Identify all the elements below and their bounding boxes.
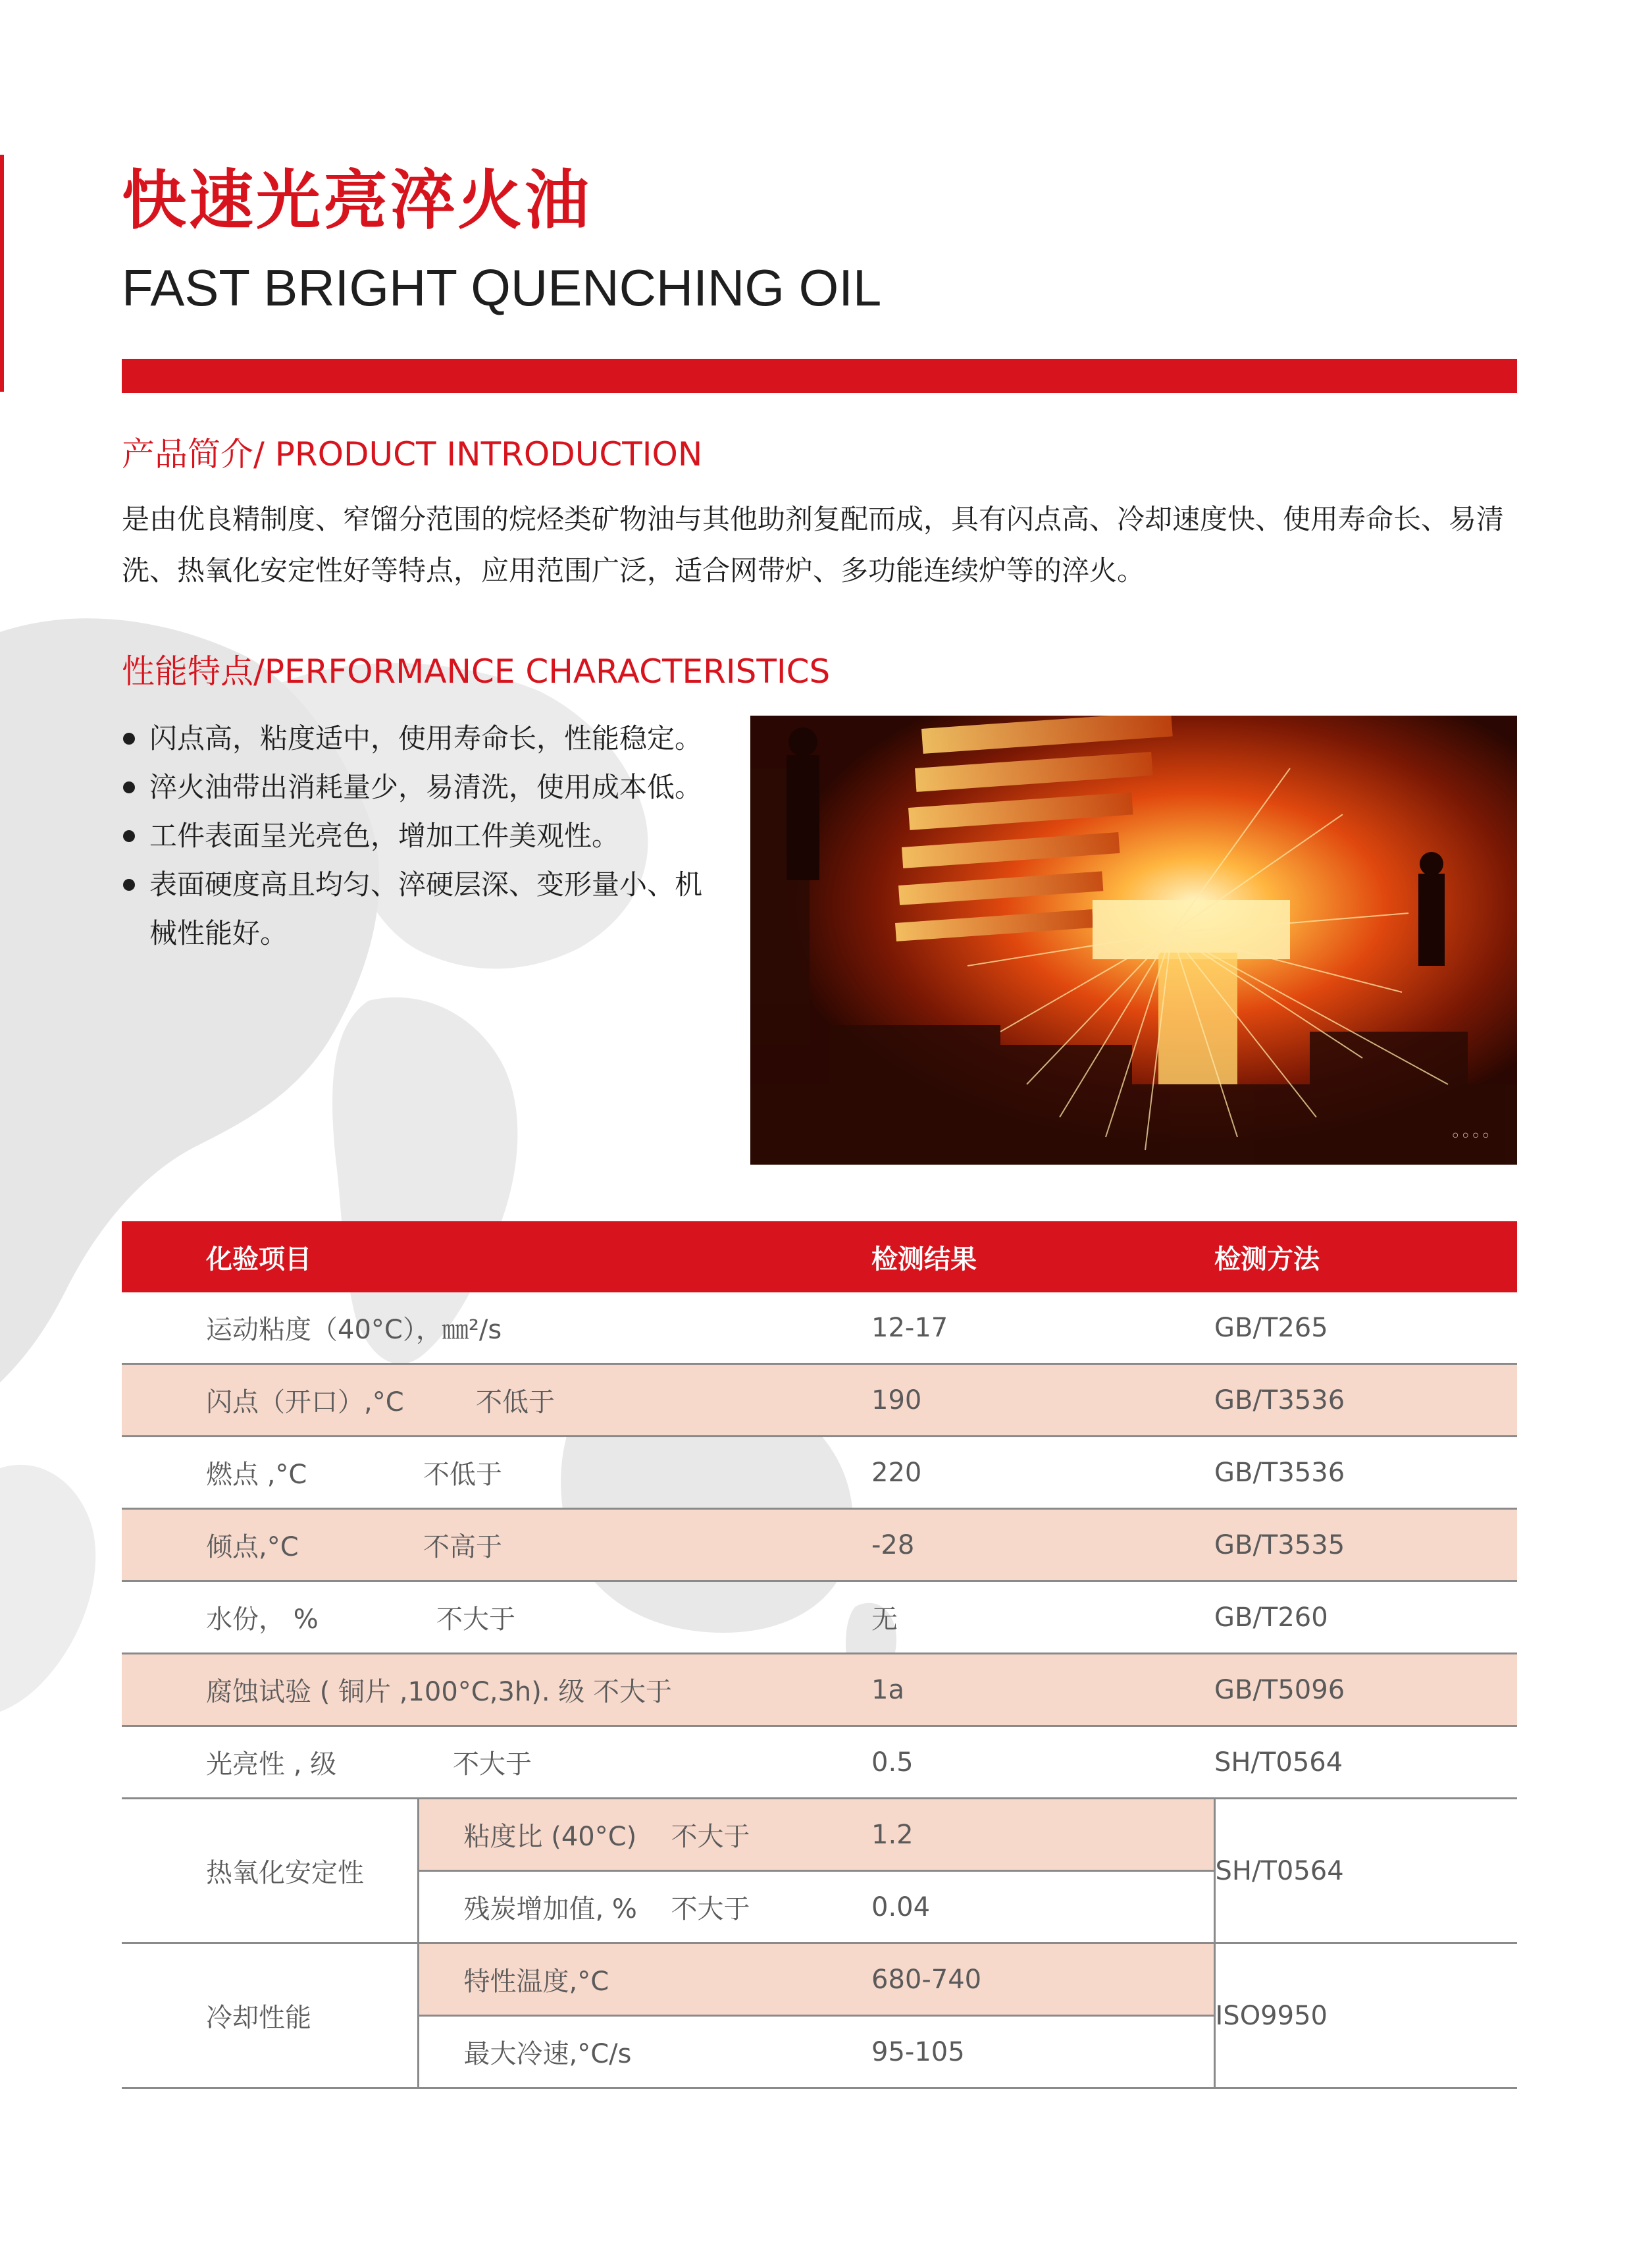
row-result: 无 — [871, 1581, 1214, 1654]
table-row — [122, 1509, 1517, 1581]
row-result: 0.5 — [871, 1726, 1214, 1799]
feature-item: 工件表面呈光亮色，增加工件美观性。 — [122, 812, 714, 860]
feature-item: 表面硬度高且均匀、淬硬层深、变形量小、机械性能好。 — [122, 860, 714, 958]
feature-item: 闪点高，粘度适中，使用寿命长，性能稳定。 — [122, 714, 714, 763]
row-method: GB/T3535 — [1214, 1509, 1517, 1581]
performance-heading: 性能特点/PERFORMANCE CHARACTERISTICS — [122, 652, 831, 691]
intro-line: 洗、热氧化安定性好等特点，应用范围广泛，适合网带炉、多功能连续炉等的淬火。 — [122, 554, 1145, 587]
intro-paragraph — [122, 494, 1524, 596]
sub-item: 特性温度,°C — [418, 1943, 871, 2016]
group-method: ISO9950 — [1214, 1943, 1517, 2088]
row-method: GB/T5096 — [1214, 1654, 1517, 1726]
feature-item: 淬火油带出消耗量少，易清洗，使用成本低。 — [122, 763, 714, 812]
sub-item: 粘度比 (40°C) 不大于 — [418, 1799, 871, 1871]
intro-line: 是由优良精制度、窄馏分范围的烷烃类矿物油与其他助剂复配而成，具有闪点高、冷却速度快、使用寿命长、易清 — [122, 503, 1505, 535]
header-method: 检测方法 — [1214, 1221, 1517, 1292]
photo-watermark-logo: ◦◦◦◦ — [1450, 1126, 1491, 1146]
group-item: 冷却性能 — [122, 1943, 418, 2088]
row-item: 倾点,°C 不高于 — [122, 1509, 871, 1581]
header-item: 化验项目 — [122, 1221, 871, 1292]
row-method: GB/T3536 — [1214, 1437, 1517, 1509]
table-row — [122, 1654, 1517, 1726]
page-title-en: FAST BRIGHT QUENCHING OIL — [122, 259, 882, 317]
group-item: 热氧化安定性 — [122, 1799, 418, 1943]
table-header-row — [122, 1221, 1517, 1292]
row-item: 腐蚀试验 ( 铜片 ,100°C,3h). 级 不大于 — [122, 1654, 871, 1726]
row-result: 1a — [871, 1654, 1214, 1726]
row-method: GB/T265 — [1214, 1292, 1517, 1364]
sub-result: 95-105 — [871, 2016, 1214, 2088]
row-result: -28 — [871, 1509, 1214, 1581]
row-item: 燃点 ,°C 不低于 — [122, 1437, 871, 1509]
row-result: 220 — [871, 1437, 1214, 1509]
feature-list — [122, 714, 714, 958]
row-result: 12-17 — [871, 1292, 1214, 1364]
left-edge-accent-line — [0, 155, 4, 392]
table-row — [122, 1581, 1517, 1654]
table-row — [122, 1726, 1517, 1799]
intro-heading: 产品简介/ PRODUCT INTRODUCTION — [122, 435, 703, 473]
table-row — [122, 1799, 1517, 1871]
sub-item: 最大冷速,°C/s — [418, 2016, 871, 2088]
sub-result: 1.2 — [871, 1799, 1214, 1871]
row-item: 光亮性 , 级 不大于 — [122, 1726, 871, 1799]
row-method: GB/T260 — [1214, 1581, 1517, 1654]
row-item: 运动粘度（40°C），㎜²/s — [122, 1292, 871, 1364]
sub-result: 680-740 — [871, 1943, 1214, 2016]
title-divider-bar — [122, 359, 1517, 393]
sub-item: 残炭增加值, % 不大于 — [418, 1871, 871, 1943]
row-result: 190 — [871, 1364, 1214, 1437]
group-method: SH/T0564 — [1214, 1799, 1517, 1943]
table-row — [122, 1943, 1517, 2016]
page-title-cn: 快速光亮淬火油 — [122, 163, 592, 238]
row-item: 闪点（开口）,°C 不低于 — [122, 1364, 871, 1437]
header-result: 检测结果 — [871, 1221, 1214, 1292]
table-row — [122, 1292, 1517, 1364]
row-item: 水份， % 不大于 — [122, 1581, 871, 1654]
specification-table — [122, 1221, 1517, 2089]
row-method: SH/T0564 — [1214, 1726, 1517, 1799]
table-row — [122, 1364, 1517, 1437]
sub-result: 0.04 — [871, 1871, 1214, 1943]
table-row — [122, 1437, 1517, 1509]
forge-sparks-photo — [750, 716, 1517, 1165]
row-method: GB/T3536 — [1214, 1364, 1517, 1437]
